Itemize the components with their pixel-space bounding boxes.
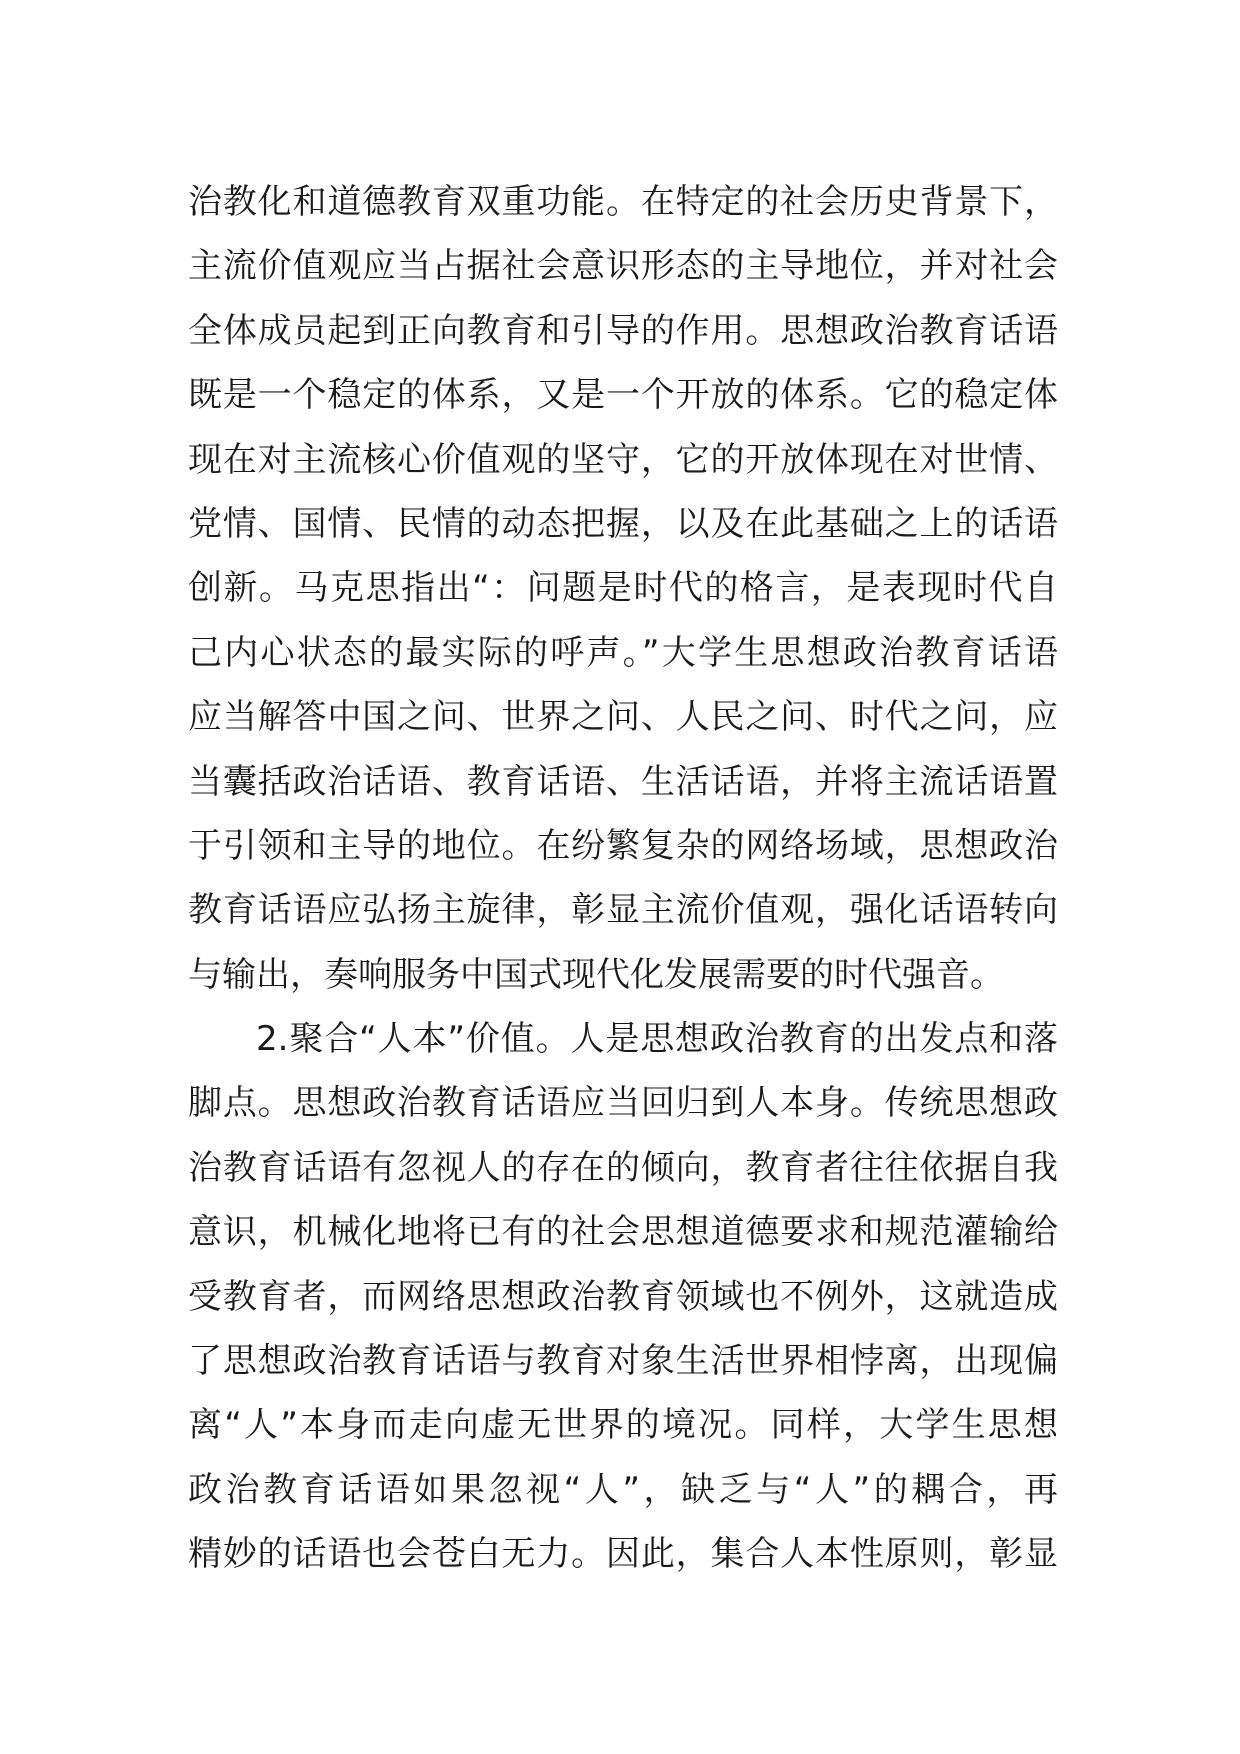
paragraph-2 [188,1007,1058,1587]
text-line: 创新。马克思指出“：问题是时代的格言，是表现时代自 [188,568,1058,609]
paragraph-1 [188,170,1058,1007]
text-line: 政治教育话语如果忽视“人”，缺乏与“人”的耦合，再 [188,1469,1058,1510]
text-line: 2.聚合“人本”价值。人是思想政治教育的出发点和落 [256,1019,1058,1060]
text-line: 了思想政治教育话语与教育对象生活世界相悖离，出现偏 [188,1341,1058,1382]
text-line: 主流价值观应当占据社会意识形态的主导地位，并对社会 [188,246,1058,287]
text-line: 己内心状态的最实际的呼声。”大学生思想政治教育话语 [188,632,1058,673]
text-line: 精妙的话语也会苍白无力。因此，集合人本性原则，彰显 [188,1534,1058,1575]
text-line: 与输出，奏响服务中国式现代化发展需要的时代强音。 [188,954,1004,995]
text-line: 既是一个稳定的体系，又是一个开放的体系。它的稳定体 [188,375,1058,416]
body-text [188,170,1058,1587]
text-line: 全体成员起到正向教育和引导的作用。思想政治教育话语 [188,310,1058,351]
text-line: 受教育者，而网络思想政治教育领域也不例外，这就造成 [188,1276,1058,1317]
text-line: 教育话语应弘扬主旋律，彰显主流价值观，强化话语转向 [188,890,1058,931]
text-line: 意识，机械化地将已有的社会思想道德要求和规范灌输给 [188,1212,1058,1253]
text-line: 于引领和主导的地位。在纷繁复杂的网络场域，思想政治 [188,825,1058,866]
text-line: 治教育话语有忽视人的存在的倾向，教育者往往依据自我 [188,1147,1058,1188]
text-line: 应当解答中国之问、世界之问、人民之问、时代之问，应 [188,697,1058,738]
text-line: 当囊括政治话语、教育话语、生活话语，并将主流话语置 [188,761,1058,802]
text-line: 治教化和道德教育双重功能。在特定的社会历史背景下， [188,182,1058,222]
text-line: 党情、国情、民情的动态把握，以及在此基础之上的话语 [188,503,1058,544]
text-line: 离“人”本身而走向虚无世界的境况。同样，大学生思想 [188,1405,1058,1446]
text-line: 现在对主流核心价值观的坚守，它的开放体现在对世情、 [188,439,1058,480]
text-line: 脚点。思想政治教育话语应当回归到人本身。传统思想政 [188,1083,1058,1124]
